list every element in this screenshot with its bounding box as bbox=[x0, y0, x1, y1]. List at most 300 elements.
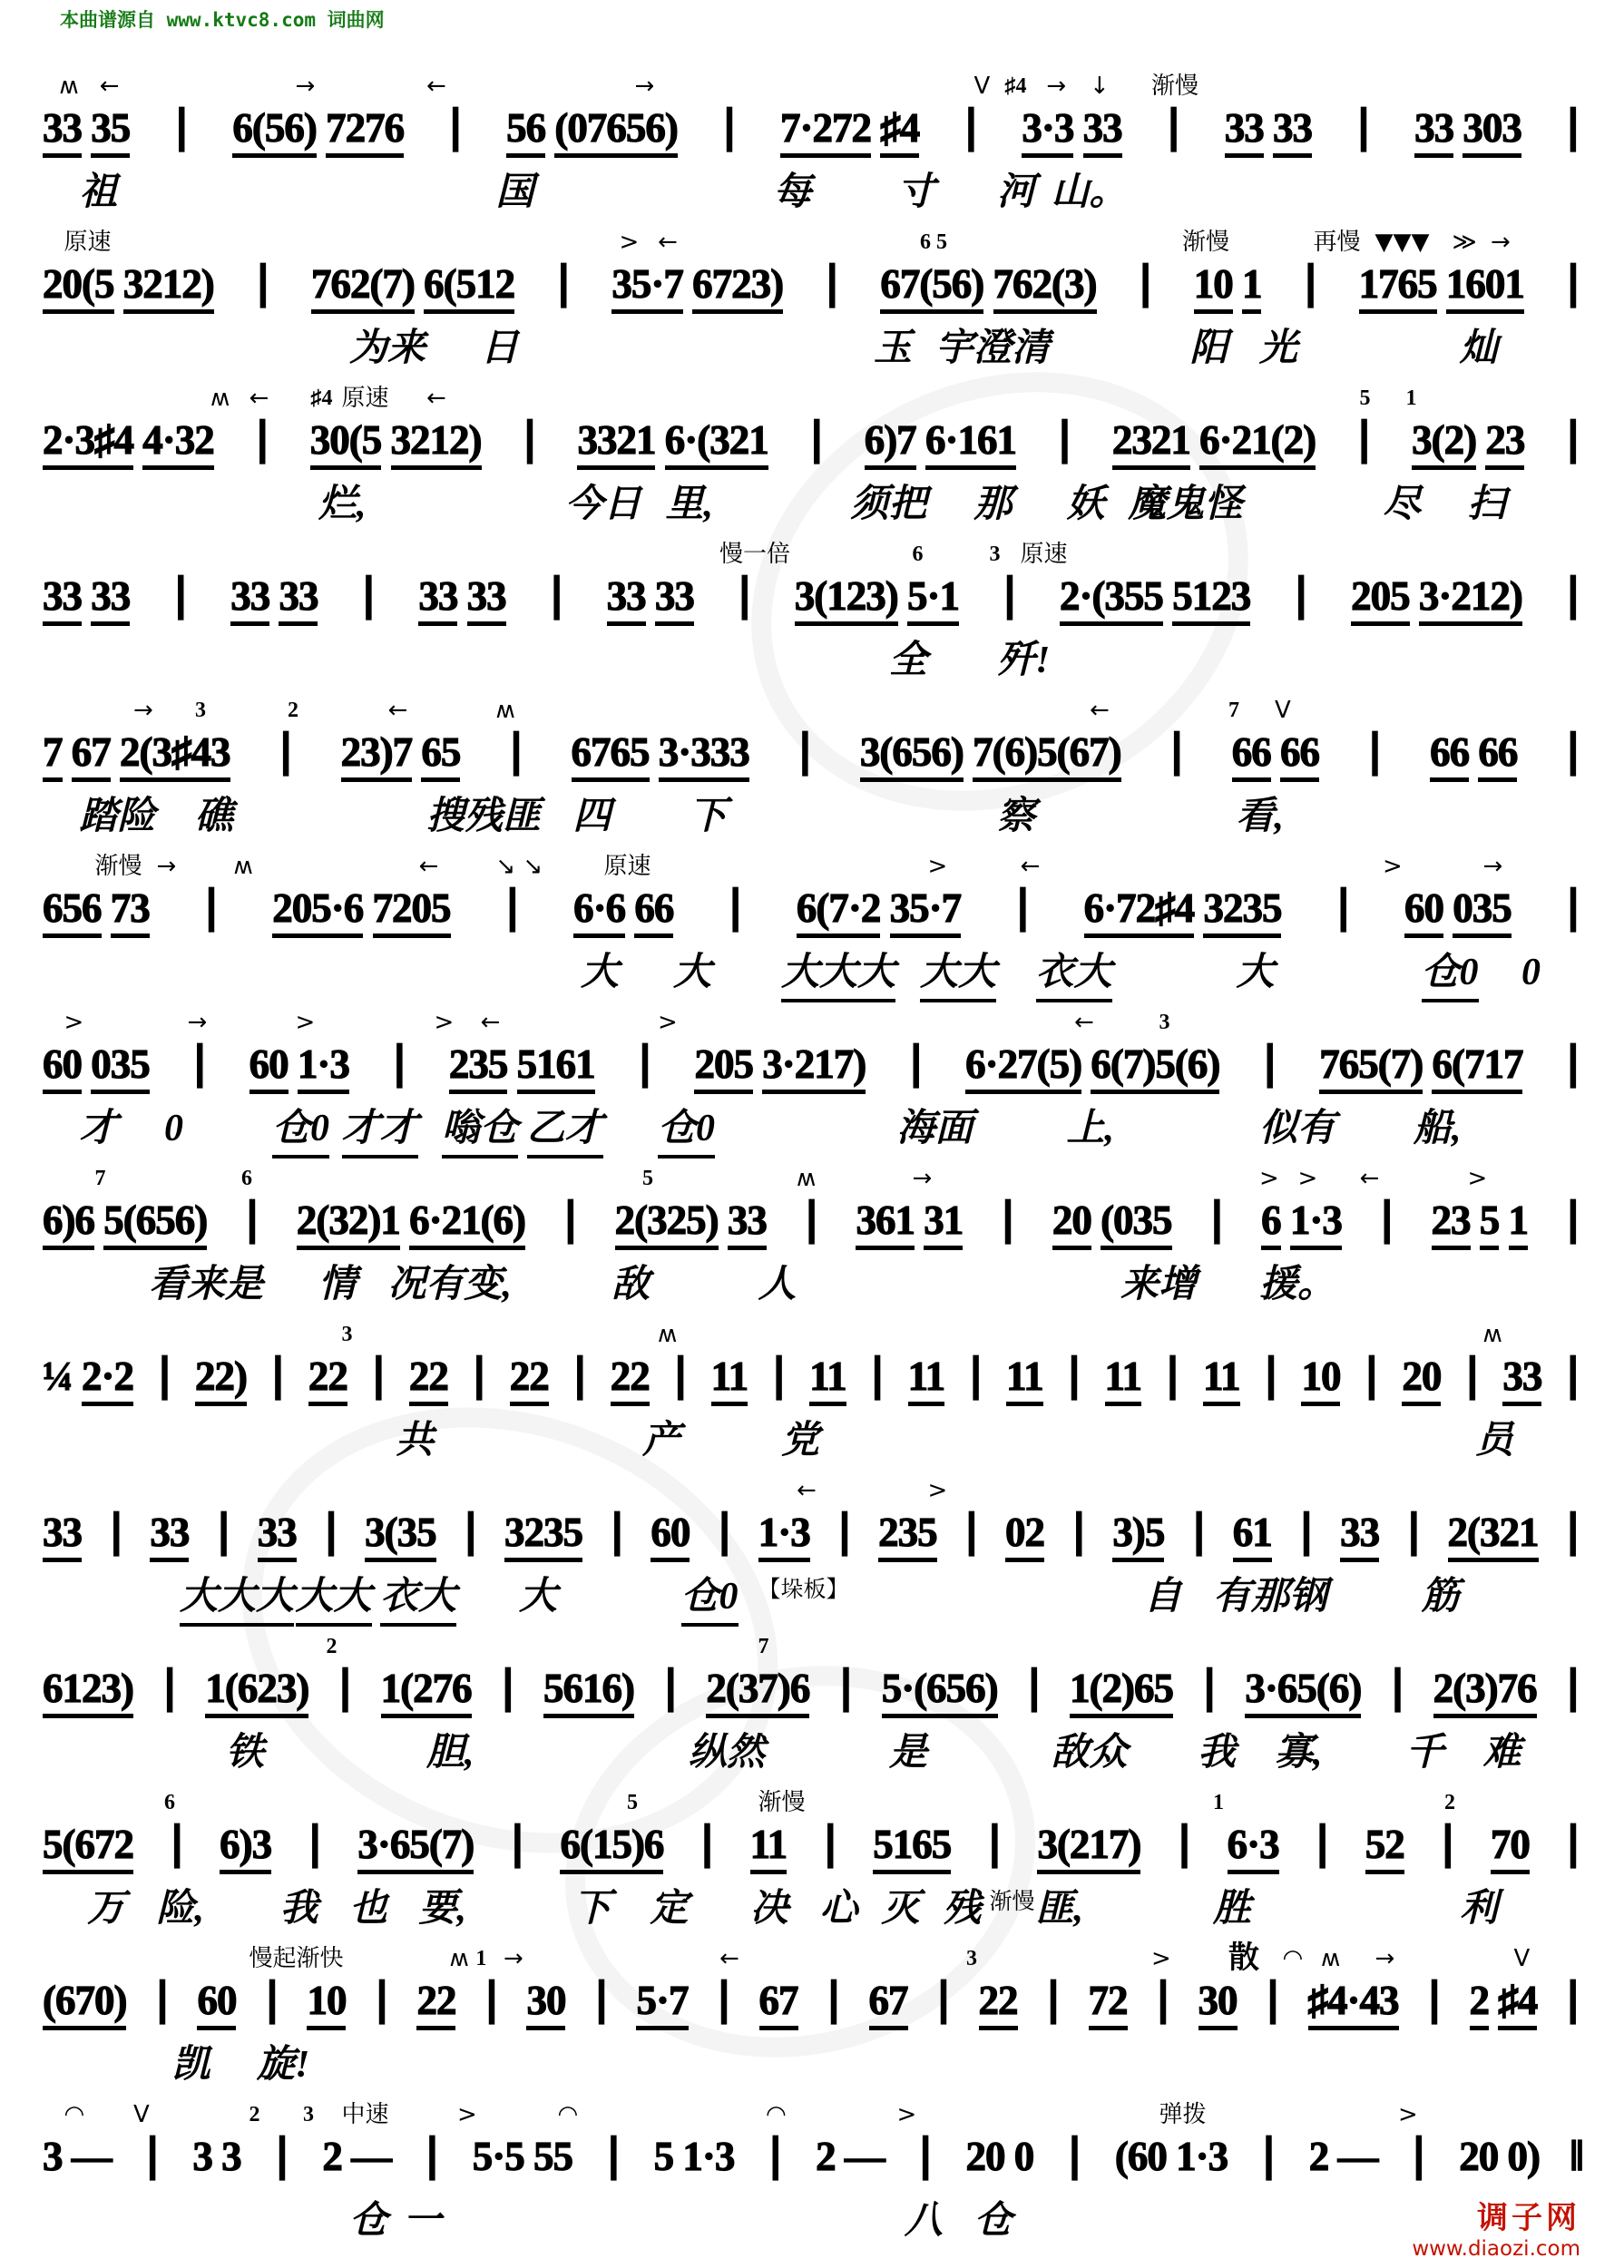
note-group: 35·7 bbox=[890, 885, 962, 938]
barline: ∣ bbox=[1188, 1508, 1209, 1556]
note-group: 3·65(7) bbox=[357, 1822, 474, 1874]
lyric-syllable: 山。 bbox=[1051, 171, 1128, 213]
measure bbox=[418, 572, 505, 620]
note-group: 3212) bbox=[391, 417, 482, 470]
lyric-syllable: 要, bbox=[418, 1888, 467, 1930]
note-group: 33 bbox=[467, 573, 506, 626]
note-group: 6(7)5(6) bbox=[1091, 1041, 1219, 1094]
barline: ∣ bbox=[819, 1820, 841, 1868]
barline: ∣ bbox=[1561, 1040, 1583, 1088]
barline: ∣ bbox=[518, 415, 540, 464]
note-group: 6·(321 bbox=[665, 417, 768, 470]
score-line-4 bbox=[41, 539, 1583, 695]
note-group: 20 bbox=[1459, 2134, 1499, 2179]
tempo-ornament-mark: ← bbox=[1074, 1009, 1094, 1036]
measure bbox=[543, 1665, 634, 1712]
measure bbox=[816, 2133, 885, 2180]
barline: ∣ bbox=[696, 1820, 718, 1868]
measure bbox=[572, 728, 749, 776]
note-group: 3 bbox=[221, 2134, 241, 2179]
measure bbox=[965, 1041, 1219, 1088]
barline: ∣ bbox=[1162, 103, 1184, 152]
measure bbox=[307, 1977, 346, 2024]
measure bbox=[965, 2133, 1033, 2180]
tempo-ornament-mark: > bbox=[64, 1009, 84, 1036]
measure bbox=[297, 1197, 525, 1244]
barline: ∣ bbox=[823, 1976, 844, 2024]
notation-row bbox=[41, 1662, 1583, 1713]
tempo-ornament-mark: ← bbox=[426, 73, 446, 100]
note-group: 2(3♯43 bbox=[120, 729, 230, 782]
tempo-ornament-mark: 原速 bbox=[1020, 541, 1068, 568]
note-group: 33 bbox=[230, 573, 269, 626]
tempo-ornament-mark: > bbox=[1259, 1165, 1279, 1192]
barline: ∣ bbox=[319, 1508, 341, 1556]
barline: ∣ bbox=[806, 415, 827, 464]
measure bbox=[797, 885, 961, 932]
measure bbox=[43, 1197, 207, 1244]
barline: ∣ bbox=[1257, 2132, 1279, 2180]
measure bbox=[1112, 1509, 1164, 1556]
tempo-ornament-mark: ʍ bbox=[449, 1945, 469, 1972]
note-group: 6 bbox=[1261, 1198, 1281, 1250]
tempo-ornament-mark: ♯4 bbox=[310, 386, 333, 410]
barline: ∣ bbox=[1290, 572, 1312, 620]
barline: ∣ bbox=[1561, 572, 1583, 620]
measure bbox=[1232, 728, 1319, 776]
measure bbox=[1365, 1821, 1404, 1868]
barline: ∣ bbox=[1364, 728, 1385, 776]
note-group: 4·32 bbox=[142, 417, 214, 470]
tempo-ornament-mark: → bbox=[1482, 853, 1503, 880]
tempo-ornament-mark: 1 bbox=[1213, 1791, 1224, 1814]
measure bbox=[856, 1197, 963, 1244]
barline: ∣ bbox=[370, 1976, 392, 2024]
lyric-syllable: 利 bbox=[1460, 1888, 1499, 1930]
measure bbox=[1402, 1353, 1441, 1400]
note-group: 6(512 bbox=[424, 261, 514, 314]
lyric-syllable: 敌 bbox=[611, 1264, 651, 1305]
barline: ∣ bbox=[660, 1664, 681, 1712]
lyric-syllable: 歼! bbox=[997, 640, 1051, 681]
note-group: 20 bbox=[965, 2134, 1005, 2179]
tempo-ornament-mark: ← bbox=[249, 385, 269, 412]
note-group: 33 bbox=[1414, 105, 1453, 158]
note-group: 7 bbox=[43, 729, 63, 782]
measure bbox=[1359, 260, 1524, 308]
barline: ∣ bbox=[251, 415, 273, 464]
score-line-8 bbox=[41, 1163, 1583, 1319]
measure bbox=[192, 2133, 240, 2180]
note-group: 5·1 bbox=[907, 573, 959, 626]
note-group: 1·3 bbox=[298, 1041, 349, 1094]
annotation-row bbox=[41, 851, 1583, 884]
note-group: 33 bbox=[1273, 105, 1312, 158]
measure bbox=[308, 1353, 347, 1400]
lyric-syllable: 扫 bbox=[1467, 484, 1506, 525]
lyric-syllable: 看, bbox=[1236, 796, 1285, 837]
annotation-row bbox=[41, 1319, 1583, 1352]
lyrics-row bbox=[41, 1571, 1583, 1628]
tempo-ornament-mark: → bbox=[156, 853, 177, 880]
note-group: 5(672 bbox=[43, 1822, 133, 1874]
barline: ∣ bbox=[388, 1040, 410, 1088]
note-group: 22 bbox=[510, 1354, 549, 1406]
measure bbox=[1052, 1197, 1172, 1244]
measure bbox=[43, 2133, 112, 2180]
annotation-row bbox=[41, 1943, 1583, 1976]
measure bbox=[473, 2133, 572, 2180]
note-group: 20 bbox=[1402, 1354, 1441, 1406]
note-group: 2321 bbox=[1112, 417, 1190, 470]
barline: ∣ bbox=[1375, 1196, 1397, 1244]
measure bbox=[310, 416, 482, 464]
lyric-syllable: 共 bbox=[396, 1420, 435, 1461]
barline: ∣ bbox=[501, 884, 523, 932]
barline: ∣ bbox=[1206, 1196, 1228, 1244]
measure bbox=[577, 416, 768, 464]
tempo-ornament-mark: 3 bbox=[1159, 1011, 1170, 1034]
barline: ∣ bbox=[260, 1976, 282, 2024]
note-group: 1·3 bbox=[1290, 1198, 1342, 1250]
tempo-ornament-mark: ◠ bbox=[557, 2101, 579, 2128]
note-group: 7205 bbox=[373, 885, 451, 938]
measure bbox=[504, 1509, 582, 1556]
barline: ∣ bbox=[1561, 1196, 1583, 1244]
note-group: 3235 bbox=[1203, 885, 1281, 938]
measure bbox=[1105, 1353, 1142, 1400]
measure bbox=[1084, 885, 1282, 932]
note-group: 5616) bbox=[543, 1666, 634, 1718]
lyric-syllable: 日 bbox=[480, 327, 519, 369]
tempo-ornament-mark: > bbox=[658, 1009, 678, 1036]
lyric-syllable: 情 bbox=[318, 1264, 357, 1305]
barline: ∣ bbox=[866, 1352, 888, 1400]
annotation-row bbox=[41, 227, 1583, 259]
tempo-ornament-mark: ← bbox=[480, 1009, 501, 1036]
note-group: 3·65(6) bbox=[1245, 1666, 1361, 1718]
lyric-syllable: 仓0 bbox=[658, 1103, 715, 1158]
lyric-syllable: 0 bbox=[164, 1108, 183, 1149]
measure bbox=[611, 1353, 650, 1400]
lyric-syllable: 察 bbox=[997, 796, 1036, 837]
lyric-syllable: 灭 bbox=[881, 1888, 920, 1930]
barline: ∣ bbox=[1299, 259, 1321, 308]
note-group: ♯4 bbox=[880, 105, 919, 158]
barline: ∣ bbox=[506, 1820, 528, 1868]
score-line-12 bbox=[41, 1787, 1583, 1943]
note-group: 3212) bbox=[123, 261, 214, 314]
measure bbox=[510, 1353, 549, 1400]
tempo-ornament-mark: > bbox=[927, 853, 948, 880]
note-group: 6·27(5) bbox=[965, 1041, 1081, 1094]
tempo-ornament-mark: 再慢 bbox=[1313, 229, 1361, 256]
lyric-syllable: 仓0 bbox=[681, 1571, 739, 1627]
lyric-syllable: 渐慢 bbox=[989, 1888, 1035, 1914]
barline: ∣ bbox=[304, 1820, 326, 1868]
note-group: 33 bbox=[1225, 105, 1264, 158]
annotation-row bbox=[41, 1631, 1583, 1664]
measure bbox=[1433, 1665, 1537, 1712]
note-group: 66 bbox=[1232, 729, 1271, 782]
tempo-ornament-mark: 5 bbox=[627, 1791, 638, 1814]
note-group: 1 bbox=[1242, 261, 1262, 314]
measure bbox=[1261, 1197, 1342, 1244]
barline: ∣ bbox=[166, 1820, 188, 1868]
barline: ∣ bbox=[496, 1664, 518, 1712]
tempo-ornament-mark: 渐慢 bbox=[1182, 229, 1230, 256]
tempo-ornament-mark: ʍ bbox=[210, 385, 230, 412]
note-group: 2·2 bbox=[82, 1354, 133, 1406]
lyric-syllable: 尽 bbox=[1383, 484, 1422, 525]
note-group: 66 bbox=[1478, 729, 1517, 782]
tempo-ornament-mark: → bbox=[1491, 229, 1511, 256]
lyric-syllable: 踏险 bbox=[79, 796, 156, 837]
tempo-ornament-mark: ≫ bbox=[1452, 229, 1477, 256]
measure bbox=[694, 1041, 866, 1088]
lyric-syllable: 我 bbox=[279, 1888, 318, 1930]
barline: ∣ bbox=[905, 1040, 926, 1088]
lyric-syllable: 玉 bbox=[874, 327, 913, 369]
lyric-syllable: 胆, bbox=[426, 1732, 474, 1774]
note-group: 33 bbox=[1502, 1354, 1541, 1406]
barline: ∣ bbox=[1295, 1508, 1316, 1556]
barline: ∣ bbox=[153, 1352, 175, 1400]
notation-row bbox=[41, 1038, 1583, 1089]
barline: ∣ bbox=[835, 1664, 856, 1712]
measure bbox=[1115, 2133, 1228, 2180]
tempo-ornament-mark: 6 5 bbox=[920, 230, 947, 254]
note-group: 35 bbox=[91, 105, 130, 158]
score-line-13 bbox=[41, 1943, 1583, 2099]
tempo-ornament-mark: ← bbox=[387, 697, 408, 724]
lyric-syllable: 仓 bbox=[973, 2200, 1013, 2242]
lyric-syllable: 有那钢 bbox=[1213, 1576, 1328, 1618]
note-group: 6)7 bbox=[865, 417, 916, 470]
measure bbox=[1070, 1665, 1173, 1712]
annotation-row bbox=[41, 1163, 1583, 1196]
tempo-ornament-mark: ← bbox=[99, 73, 120, 100]
note-group: 2·(355 bbox=[1060, 573, 1163, 626]
barline: ∣ bbox=[189, 1040, 210, 1088]
measure bbox=[43, 260, 214, 308]
lyric-syllable: 大 bbox=[519, 1576, 558, 1618]
lyric-syllable: 大 bbox=[1236, 952, 1275, 993]
lyric-syllable: 铁 bbox=[226, 1732, 265, 1774]
note-group: 2(325) bbox=[615, 1198, 719, 1250]
site-branding bbox=[1412, 2193, 1580, 2261]
barline: ∣ bbox=[1561, 1508, 1583, 1556]
measure bbox=[979, 1977, 1018, 2024]
tempo-ornament-mark: 3 bbox=[195, 699, 206, 722]
notation-row bbox=[41, 1506, 1583, 1557]
measure bbox=[150, 1509, 189, 1556]
lyric-syllable: 大大大 bbox=[781, 947, 895, 1002]
note-group: 205·6 bbox=[272, 885, 363, 938]
barline: ∣ bbox=[960, 103, 982, 152]
note-group: — bbox=[71, 2134, 112, 2179]
note-group: 22) bbox=[195, 1354, 247, 1406]
note-group: 23)7 bbox=[341, 729, 413, 782]
tempo-ornament-mark: 2 bbox=[249, 2103, 260, 2126]
measure bbox=[1491, 1821, 1530, 1868]
measure bbox=[908, 1353, 945, 1400]
measure bbox=[1006, 1353, 1043, 1400]
lyric-syllable: 大大大 bbox=[180, 1571, 294, 1627]
measure bbox=[43, 1041, 150, 1088]
barline: ∣ bbox=[241, 1196, 263, 1244]
tempo-ornament-mark: > bbox=[295, 1009, 316, 1036]
barline: ∣ bbox=[1173, 1820, 1195, 1868]
note-group: 3 bbox=[192, 2134, 212, 2179]
barline: ∣ bbox=[833, 1508, 855, 1556]
barline: ∣ bbox=[275, 728, 297, 776]
notation-body bbox=[41, 71, 1583, 2255]
lyric-syllable: 产 bbox=[642, 1420, 681, 1461]
measure bbox=[506, 104, 678, 152]
lyric-syllable: 大大 bbox=[296, 1571, 372, 1627]
note-group: 3·217) bbox=[762, 1041, 866, 1094]
lyric-syllable: 嗡仓 bbox=[442, 1103, 518, 1158]
note-group: 3(217) bbox=[1037, 1822, 1140, 1874]
barline: ∣ bbox=[713, 1508, 735, 1556]
barline: ∣ bbox=[794, 728, 816, 776]
tempo-ornament-mark: > bbox=[1383, 853, 1403, 880]
tempo-ornament-mark: 2 bbox=[288, 699, 298, 722]
note-group: 35·7 bbox=[611, 261, 683, 314]
barline: ∣ bbox=[170, 572, 191, 620]
lyric-syllable: 心 bbox=[819, 1888, 858, 1930]
note-group: 1(623) bbox=[205, 1666, 308, 1718]
measure bbox=[43, 885, 150, 932]
measure bbox=[1470, 1977, 1538, 2024]
barline: ∣ bbox=[983, 1820, 1005, 1868]
tempo-ornament-mark: ʍ bbox=[1482, 1321, 1502, 1348]
measure bbox=[706, 1665, 809, 1712]
note-group: 3·333 bbox=[659, 729, 749, 782]
barline: ∣ bbox=[1386, 1664, 1408, 1712]
note-group: 6(56) bbox=[232, 105, 316, 158]
tempo-ornament-mark: > bbox=[1297, 1165, 1318, 1192]
barline: ∣ bbox=[1063, 1352, 1085, 1400]
note-group: 6123) bbox=[43, 1666, 133, 1718]
measure bbox=[43, 1821, 133, 1868]
note-group: 22 bbox=[308, 1354, 347, 1406]
barline: ∣ bbox=[634, 1040, 656, 1088]
measure bbox=[43, 572, 130, 620]
annotation-row bbox=[41, 539, 1583, 572]
note-group: 20 bbox=[1052, 1198, 1091, 1250]
barline: ∣ bbox=[1403, 1508, 1424, 1556]
lyric-syllable: 才才 bbox=[342, 1103, 418, 1158]
tempo-ornament-mark: 中速 bbox=[341, 2101, 389, 2128]
measure bbox=[230, 572, 318, 620]
barline: ∣ bbox=[142, 2132, 163, 2180]
notation-row bbox=[41, 1194, 1583, 1245]
barline: ∣ bbox=[764, 2132, 786, 2180]
lyric-syllable: 千 bbox=[1405, 1732, 1444, 1774]
measure bbox=[1089, 1977, 1128, 2024]
site-url: www.diaozi.com bbox=[1412, 2237, 1580, 2261]
lyric-syllable: 八 bbox=[905, 2200, 944, 2242]
measure bbox=[365, 1509, 436, 1556]
measure bbox=[249, 1041, 349, 1088]
barline: ∣ bbox=[468, 1352, 490, 1400]
lyric-syllable: 下 bbox=[572, 1888, 611, 1930]
barline: ∣ bbox=[1561, 728, 1583, 776]
lyric-syllable: 今日 bbox=[565, 484, 642, 525]
measure bbox=[780, 104, 919, 152]
lyrics-row bbox=[41, 1259, 1583, 1315]
note-group: 3·212) bbox=[1419, 573, 1522, 626]
barline: ∣ bbox=[480, 1976, 502, 2024]
tempo-ornament-mark: ▼▼▼ bbox=[1375, 229, 1430, 256]
lyric-syllable: 我 bbox=[1198, 1732, 1237, 1774]
measure bbox=[1340, 1509, 1379, 1556]
tempo-ornament-mark: 5 bbox=[642, 1167, 653, 1190]
barline: ∣ bbox=[545, 572, 567, 620]
notation-row bbox=[41, 414, 1583, 464]
note-group: 23 bbox=[1485, 417, 1524, 470]
barline: ∣ bbox=[733, 572, 755, 620]
tempo-ornament-mark: 1 bbox=[475, 1947, 487, 1970]
tempo-ornament-mark: 散 bbox=[1228, 1941, 1259, 1975]
lyric-syllable: 上, bbox=[1066, 1108, 1115, 1149]
note-group: 0) bbox=[1507, 2134, 1540, 2179]
note-group: 6·3 bbox=[1228, 1822, 1279, 1874]
note-group: 1·3 bbox=[758, 1510, 810, 1562]
note-group: 6765 bbox=[572, 729, 650, 782]
tempo-ornament-mark: 6 bbox=[164, 1791, 175, 1814]
lyric-syllable: 灿 bbox=[1460, 327, 1499, 369]
measure bbox=[1308, 1977, 1399, 2024]
lyric-syllable: 乙才 bbox=[527, 1103, 603, 1158]
measure bbox=[1404, 885, 1511, 932]
tempo-ornament-mark: > bbox=[1151, 1945, 1171, 1972]
tempo-ornament-mark: → bbox=[1375, 1945, 1395, 1972]
note-group: 22 bbox=[416, 1978, 455, 2030]
note-group: 66 bbox=[1430, 729, 1469, 782]
note-group: (670) bbox=[43, 1978, 126, 2030]
note-group: 1 bbox=[1509, 1198, 1529, 1250]
tempo-ornament-mark: ← bbox=[418, 853, 439, 880]
barline: ∣ bbox=[964, 1352, 986, 1400]
note-group: 11 bbox=[908, 1354, 945, 1406]
lyric-syllable: 妖 bbox=[1066, 484, 1105, 525]
barline: ∣ bbox=[267, 1352, 289, 1400]
annotation-row bbox=[41, 695, 1583, 728]
note-group: 11 bbox=[711, 1354, 748, 1406]
note-group: 035 bbox=[1453, 885, 1511, 938]
note-group: 10 bbox=[307, 1978, 346, 2030]
lyric-syllable: 河 bbox=[997, 171, 1036, 213]
note-group: 02 bbox=[1005, 1510, 1044, 1562]
tempo-ornament-mark: ← bbox=[1359, 1165, 1380, 1192]
lyric-syllable: 也 bbox=[349, 1888, 388, 1930]
lyric-syllable: 敌众 bbox=[1051, 1732, 1128, 1774]
annotation-row bbox=[41, 71, 1583, 103]
barline: ‖ bbox=[1570, 2132, 1583, 2180]
measure bbox=[869, 1977, 908, 2024]
lyric-syllable: 来增 bbox=[1120, 1264, 1198, 1305]
barline: ∣ bbox=[1152, 1976, 1173, 2024]
tempo-ornament-mark: 2 bbox=[326, 1635, 338, 1658]
note-group: 2(321 bbox=[1448, 1510, 1539, 1562]
barline: ∣ bbox=[357, 572, 379, 620]
note-group: 235 bbox=[449, 1041, 508, 1094]
tempo-ornament-mark: V bbox=[133, 2101, 150, 2128]
tempo-ornament-mark: → bbox=[1046, 73, 1067, 100]
